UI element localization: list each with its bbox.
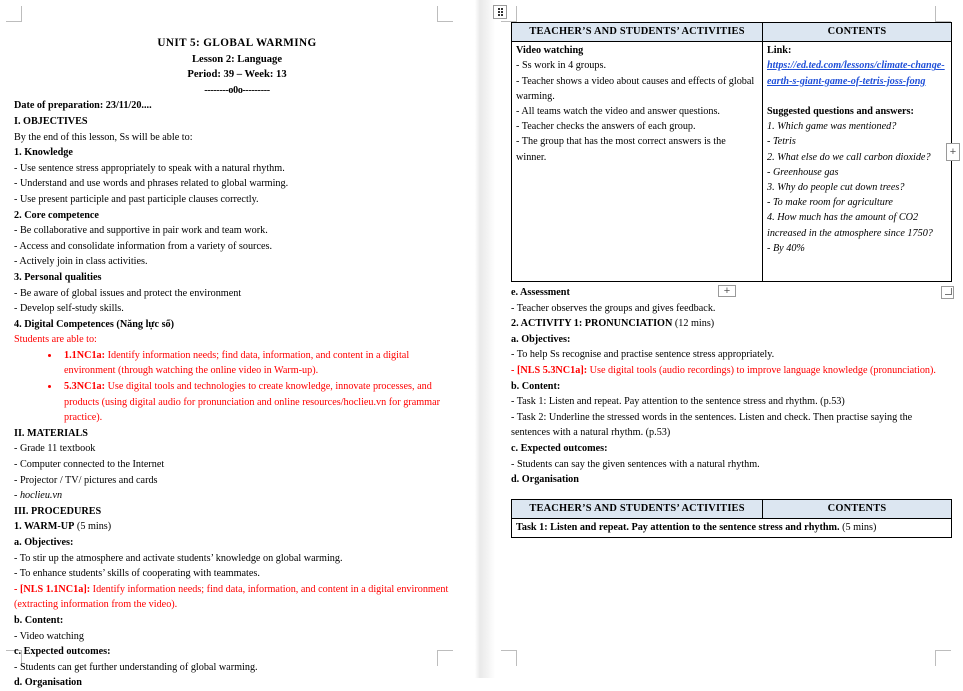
materials-title: II. MATERIALS <box>14 427 88 439</box>
qa-line: 4. How much has the amount of CO2 increased in the atmosphere since 1750? <box>767 212 933 239</box>
page-gutter <box>475 0 495 678</box>
competence-code: 5.3NC1a: <box>64 381 106 393</box>
assessment-item: - Teacher observes the groups and gives feedback. <box>511 302 716 314</box>
link-label: Link: <box>767 45 792 57</box>
section-objectives-title: I. OBJECTIVES <box>14 115 88 127</box>
competence-text: Use digital tools and technologies to create knowledge, innovate processes, and products (using digital audio for pronunciation and online resources/hoclieu.vn for grammar practice). <box>64 381 440 424</box>
materials-item-hoclieu: - hoclieu.vn <box>14 490 63 502</box>
core-competence-item: - Be collaborative and supportive in pair work and team work. <box>14 225 268 237</box>
cell-task1-merged[interactable] <box>512 519 952 538</box>
task1-label: Task 1: Listen and repeat. Pay attention to the sentence stress and rhythm. <box>516 522 840 534</box>
activity1-organisation-label: d. Organisation <box>511 474 579 486</box>
list-item <box>60 348 460 379</box>
crop-mark-top-left <box>6 6 22 22</box>
warmup-objective-item: - To enhance students’ skills of cooperating with teammates. <box>14 568 260 580</box>
warmup-outcomes-label: c. Expected outcomes: <box>14 646 111 658</box>
core-competence-item: - Access and consolidate information from a variety of sources. <box>14 240 272 252</box>
activities-cell-line: - Ss work in 4 groups. <box>516 60 606 72</box>
column-header-activities[interactable]: TEACHER’S AND STUDENTS’ ACTIVITIES <box>512 500 763 519</box>
warmup-nls-code: - [NLS 1.1NC1a]: <box>14 583 91 595</box>
knowledge-item: - Use sentence stress appropriately to speak with a natural rhythm. <box>14 162 285 174</box>
activity1-objectives-item: - To help Ss recognise and practise sentence stress appropriately. <box>511 349 775 361</box>
add-row-button[interactable] <box>718 285 736 297</box>
activity1-nls-code: - [NLS 5.3NC1a]: <box>511 364 588 376</box>
warmup-title: 1. WARM-UP <box>14 521 75 533</box>
resize-corner-icon <box>945 288 952 295</box>
activity1-outcomes-label: c. Expected outcomes: <box>511 442 608 454</box>
qa-line: - By 40% <box>767 242 805 254</box>
materials-item: - Computer connected to the Internet <box>14 459 165 471</box>
activities-cell-line: - Teacher checks the answers of each group. <box>516 121 696 133</box>
table-row <box>512 519 952 538</box>
list-item <box>60 379 460 426</box>
competence-code: 1.1NC1a: <box>64 349 106 361</box>
activity1-time: (12 mins) <box>672 318 715 330</box>
knowledge-item: - Use present participle and past participle clauses correctly. <box>14 193 259 205</box>
activity1-content-item: - Task 1: Listen and repeat. Pay attention to the sentence stress and rhythm. (p.53) <box>511 396 845 408</box>
activity1-content-label: b. Content: <box>511 380 561 392</box>
activity1-nls-text: Use digital tools (audio recordings) to improve language knowledge (pronunciation). <box>587 364 936 376</box>
spacer-line <box>767 89 947 104</box>
activity1-content-item: - Task 2: Underline the stressed words in the sentences. Listen and check. Then practise saying the sentences with a natural rhythm. (p.53) <box>511 411 913 439</box>
date-of-preparation: Date of preparation: 23/11/20.... <box>14 100 152 112</box>
personal-qualities-item: - Develop self-study skills. <box>14 303 124 315</box>
table-row <box>512 42 952 282</box>
left-page-body <box>14 36 460 691</box>
personal-qualities-item: - Be aware of global issues and protect the environment <box>14 287 242 299</box>
activity1-outcomes-item: - Students can say the given sentences with a natural rhythm. <box>511 458 760 470</box>
column-header-activities[interactable]: TEACHER’S AND STUDENTS’ ACTIVITIES <box>512 23 763 42</box>
table-move-handle[interactable] <box>493 5 507 19</box>
plus-icon: + <box>723 284 731 297</box>
warmup-content-item: - Video watching <box>14 630 84 642</box>
plus-icon: + <box>949 145 957 158</box>
activity1-title: 2. ACTIVITY 1: PRONUNCIATION <box>511 318 673 330</box>
activity1-objectives-label: a. Objectives: <box>511 333 571 345</box>
objectives-lead: By the end of this lesson, Ss will be able to: <box>14 131 193 143</box>
digital-competences-title: 4. Digital Competences (Năng lực số) <box>14 318 175 330</box>
activities-table-2 <box>511 499 952 538</box>
materials-item: - Grade 11 textbook <box>14 443 96 455</box>
core-competence-item: - Actively join in class activities. <box>14 256 148 268</box>
right-page-body-after-table1 <box>511 285 943 488</box>
task1-time: (5 mins) <box>839 522 877 534</box>
activities-cell-title: Video watching <box>516 45 584 57</box>
activities-table-1 <box>511 22 952 282</box>
warmup-content-label: b. Content: <box>14 614 64 626</box>
table-header-row <box>512 500 952 519</box>
period-heading: Period: 39 – Week: 13 <box>187 69 287 81</box>
qa-line: 1. Which game was mentioned? <box>767 121 897 133</box>
procedures-title: III. PROCEDURES <box>14 505 102 517</box>
table-resize-handle[interactable] <box>941 286 954 299</box>
crop-mark-top-right <box>437 6 453 22</box>
add-column-button[interactable] <box>946 143 960 161</box>
activity1-nls-note <box>511 363 943 379</box>
heading-separator: --------o0o--------- <box>204 84 270 96</box>
qa-line: - To make room for agriculture <box>767 197 893 209</box>
qa-line: - Greenhouse gas <box>767 166 839 178</box>
digital-competences-list <box>14 348 460 426</box>
materials-item: - Projector / TV/ pictures and cards <box>14 474 158 486</box>
move-grid-icon <box>498 8 503 16</box>
table-header-row <box>512 23 952 42</box>
video-hyperlink[interactable]: https://ed.ted.com/lessons/climate-change-earth-s-giant-game-of-tetris-joss-fong <box>767 60 945 87</box>
crop-mark-bottom-left <box>501 650 517 666</box>
assessment-label: e. Assessment <box>511 287 570 298</box>
qa-line: 3. Why do people cut down trees? <box>767 182 905 194</box>
warmup-objectives-label: a. Objectives: <box>14 537 74 548</box>
column-header-contents[interactable]: CONTENTS <box>763 500 952 519</box>
activities-cell-line: - The group that has the most correct answers is the winner. <box>516 136 726 163</box>
warmup-title-line <box>14 519 460 535</box>
crop-mark-bottom-right <box>935 650 951 666</box>
knowledge-title: 1. Knowledge <box>14 147 73 159</box>
cell-contents-link-and-qa[interactable] <box>763 42 952 282</box>
activity1-title-line <box>511 316 943 332</box>
knowledge-item: - Understand and use words and phrases related to global warming. <box>14 178 289 190</box>
warmup-nls-text: Identify information needs; find data, information, and content in a digital environment (extracting information from the video). <box>14 583 449 611</box>
unit-heading: UNIT 5: GLOBAL WARMING <box>157 37 317 49</box>
digital-competences-lead: Students are able to: <box>14 334 97 346</box>
cell-activities-video-watching[interactable] <box>512 42 763 282</box>
activities-cell-line: - All teams watch the video and answer questions. <box>516 106 720 118</box>
page-left <box>0 0 475 689</box>
warmup-time: (5 mins) <box>74 521 112 533</box>
crop-mark-top-right <box>935 6 951 22</box>
core-competence-title: 2. Core competence <box>14 209 99 221</box>
qa-title: Suggested questions and answers: <box>767 106 914 118</box>
warmup-nls-note <box>14 582 460 613</box>
column-header-contents[interactable]: CONTENTS <box>763 23 952 42</box>
warmup-outcomes-item: - Students can get further understanding of global warming. <box>14 661 258 673</box>
competence-text: Identify information needs; find data, information, and content in a digital environment (through watching the online video in Warm-up). <box>64 349 410 377</box>
personal-qualities-title: 3. Personal qualities <box>14 271 102 283</box>
lesson-heading: Lesson 2: Language <box>191 53 283 65</box>
warmup-objective-item: - To stir up the atmosphere and activate students’ knowledge on global warming. <box>14 552 343 564</box>
qa-line: - Tetris <box>767 136 796 148</box>
warmup-organisation-label: d. Organisation <box>14 677 82 689</box>
qa-line: 2. What else do we call carbon dioxide? <box>767 151 931 163</box>
activities-cell-line: - Teacher shows a video about causes and effects of global warming. <box>516 75 755 102</box>
